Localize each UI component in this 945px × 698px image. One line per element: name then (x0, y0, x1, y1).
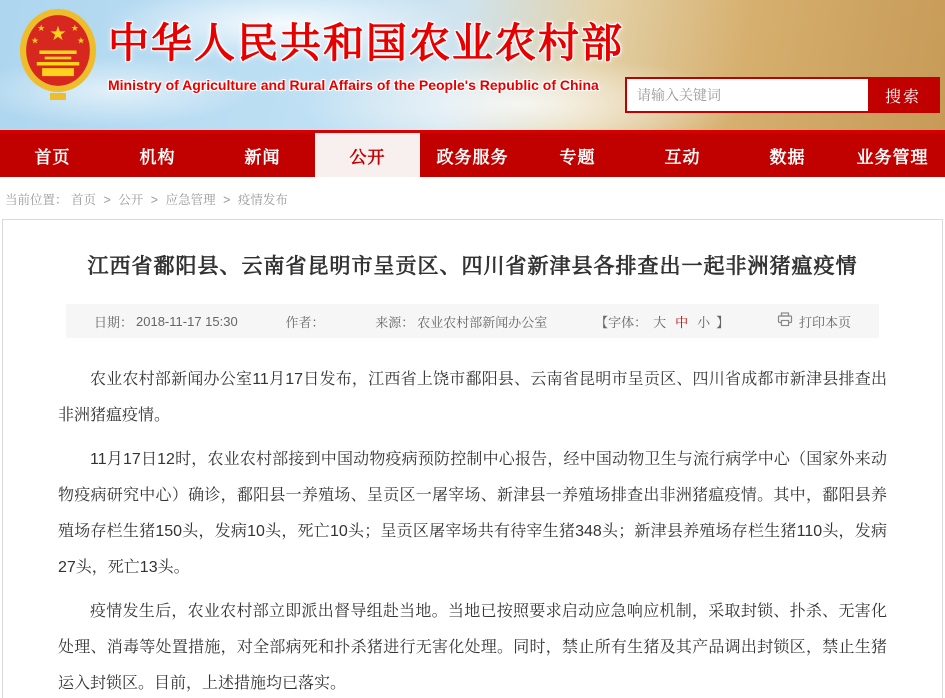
article-paragraph: 11月17日12时，农业农村部接到中国动物疫病预防控制中心报告，经中国动物卫生与流行病学中心（国家外来动物疫病研究中心）确诊，鄱阳县一养殖场、呈贡区一屠宰场、新津县一养殖场排查出非洲猪瘟疫情。其中，鄱阳县养殖场存栏生猪150头，发病10头，死亡10头；呈贡区屠宰场共有待宰生猪348头；新津县养殖场存栏生猪110头，发病27头，死亡13头。 (58, 451, 887, 576)
font-size-small-button[interactable]: 小 (697, 314, 711, 330)
search-input[interactable] (627, 79, 868, 111)
nav-item-news[interactable]: 新闻 (244, 147, 281, 167)
svg-text:★: ★ (70, 23, 79, 33)
site-header (0, 0, 945, 133)
breadcrumb-item-disclosure[interactable]: 公开 (118, 193, 144, 207)
nav-item-services[interactable]: 政务服务 (436, 147, 509, 167)
nav-item-topics[interactable]: 专题 (559, 147, 596, 167)
article-paragraph: 疫情发生后，农业农村部立即派出督导组赴当地。当地已按照要求启动应急响应机制，采取封锁、扑杀、无害化处理、消毒等处置措施，对全部病死和扑杀猪进行无害化处理。同时，禁止所有生猪及其产品调出封锁区，禁止生猪运入封锁区。目前，上述措施均已落实。 (58, 603, 887, 692)
nav-item-business[interactable]: 业务管理 (856, 147, 929, 167)
font-size-large-button[interactable]: 大 (653, 314, 667, 330)
nav-item-interaction[interactable]: 互动 (664, 147, 701, 167)
site-subtitle: Ministry of Agriculture and Rural Affairs of the People's Republic of China (108, 77, 599, 93)
breadcrumb-separator: > (150, 193, 159, 207)
article-container (2, 219, 943, 698)
print-page-button[interactable] (777, 312, 851, 331)
meta-author-label: 作者： (285, 314, 325, 330)
svg-text:★: ★ (49, 22, 67, 45)
article-body (58, 362, 887, 698)
meta-source-value: 农业农村部新闻办公室 (417, 314, 548, 330)
meta-date-value: 2018-11-17 15:30 (136, 313, 238, 329)
svg-text:★: ★ (31, 35, 39, 46)
search-button[interactable]: 搜索 (868, 79, 938, 111)
svg-text:★: ★ (37, 23, 46, 33)
meta-date (94, 312, 238, 331)
meta-author (285, 312, 327, 331)
nav-item-disclosure[interactable]: 公开 (315, 133, 420, 177)
meta-date-label: 日期： (94, 314, 134, 330)
main-nav (0, 133, 945, 177)
breadcrumb-item-epidemic-release: 疫情发布 (237, 193, 288, 207)
breadcrumb (0, 177, 945, 219)
breadcrumb-separator: > (103, 193, 111, 207)
nav-item-agencies[interactable]: 机构 (139, 147, 176, 167)
svg-text:★: ★ (77, 35, 85, 46)
article-title: 江西省鄱阳县、云南省昆明市呈贡区、四川省新津县各排查出一起非洲猪瘟疫情 (87, 255, 858, 278)
font-size-prefix: 【字体： (595, 314, 648, 330)
national-emblem-icon (18, 8, 98, 105)
print-page-label: 打印本页 (798, 314, 851, 330)
meta-source-label: 来源： (375, 314, 415, 330)
meta-source (375, 312, 547, 331)
breadcrumb-separator: > (223, 193, 231, 207)
site-title-block (108, 10, 624, 93)
breadcrumb-item-home[interactable]: 首页 (71, 193, 97, 207)
article-meta-bar (66, 304, 879, 338)
article-paragraph: 农业农村部新闻办公室11月17日发布，江西省上饶市鄱阳县、云南省昆明市呈贡区、四川省成都市新津县排查出非洲猪瘟疫情。 (58, 371, 887, 424)
font-size-selector (595, 312, 729, 331)
breadcrumb-prefix: 当前位置： (5, 193, 68, 207)
breadcrumb-item-emergency[interactable]: 应急管理 (165, 193, 216, 207)
font-size-suffix: 】 (716, 314, 730, 330)
nav-item-home[interactable]: 首页 (34, 147, 71, 167)
nav-item-data[interactable]: 数据 (769, 147, 806, 167)
search-box (625, 77, 940, 113)
site-title: 中华人民共和国农业农村部 (108, 20, 624, 66)
printer-icon (777, 312, 793, 330)
font-size-medium-button[interactable]: 中 (675, 314, 689, 330)
